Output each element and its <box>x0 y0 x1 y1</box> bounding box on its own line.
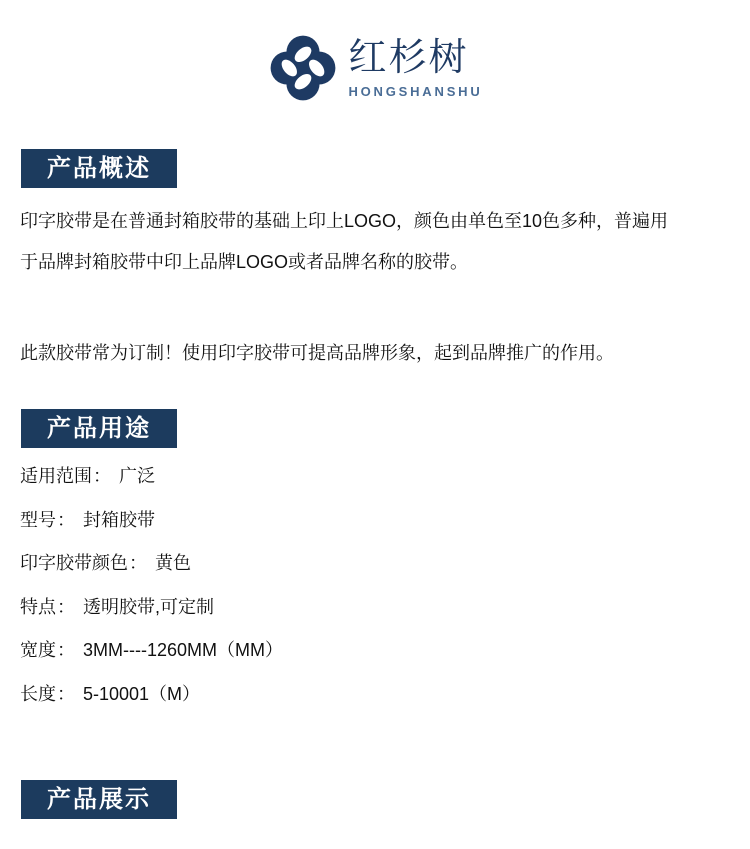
brand-text-block <box>348 32 482 99</box>
brand-name-en: HONGSHANSHU <box>348 83 483 99</box>
section-header-display: 产品展示 <box>21 780 177 819</box>
spec-colon: ： <box>129 553 147 573</box>
spec-colon: ： <box>57 640 75 660</box>
brand-name-cn: 红杉树 <box>348 37 469 79</box>
section-header-usage: 产品用途 <box>21 409 177 448</box>
overview-paragraph-2: 此款胶带常为订制！使用印字胶带可提高品牌形象，起到品牌推广的作用。 <box>20 343 614 363</box>
spec-value: 广泛 <box>119 466 155 486</box>
spec-colon: ： <box>57 683 75 704</box>
spec-colon: ： <box>57 596 75 617</box>
overview-paragraph-1-line-2: 于品牌封箱胶带中印上品牌LOGO或者品牌名称的胶带。 <box>20 252 469 272</box>
spec-colon: ： <box>93 466 111 486</box>
spec-row-print-color <box>20 542 730 586</box>
spec-colon: ： <box>57 509 75 530</box>
brand-knot-icon <box>267 32 339 104</box>
overview-paragraph-1 <box>20 201 730 283</box>
spec-value: 透明胶带,可定制 <box>83 596 215 617</box>
spec-value: 黄色 <box>155 553 191 573</box>
spec-label: 适用范围 <box>20 466 92 486</box>
spec-value: 5-10001（M） <box>83 683 201 704</box>
spec-label: 宽度 <box>20 640 56 660</box>
spec-label: 长度 <box>20 683 56 704</box>
spec-row-feature <box>20 586 730 630</box>
overview-paragraph-1-line-1: 印字胶带是在普通封箱胶带的基础上印上LOGO，颜色由单色至10色多种，普遍用 <box>20 211 669 231</box>
section-header-overview: 产品概述 <box>21 149 177 188</box>
spec-label: 型号 <box>20 509 56 530</box>
spec-label: 印字胶带颜色 <box>20 553 128 573</box>
spec-row-width <box>20 629 730 673</box>
spec-row-length <box>20 673 730 717</box>
spec-row-model <box>20 499 730 543</box>
spec-value: 封箱胶带 <box>83 509 155 530</box>
spec-row-scope <box>20 455 730 499</box>
spec-value: 3MM----1260MM（MM） <box>83 640 283 660</box>
logo <box>0 0 750 104</box>
spec-label: 特点 <box>20 596 56 617</box>
spec-list <box>20 455 730 716</box>
